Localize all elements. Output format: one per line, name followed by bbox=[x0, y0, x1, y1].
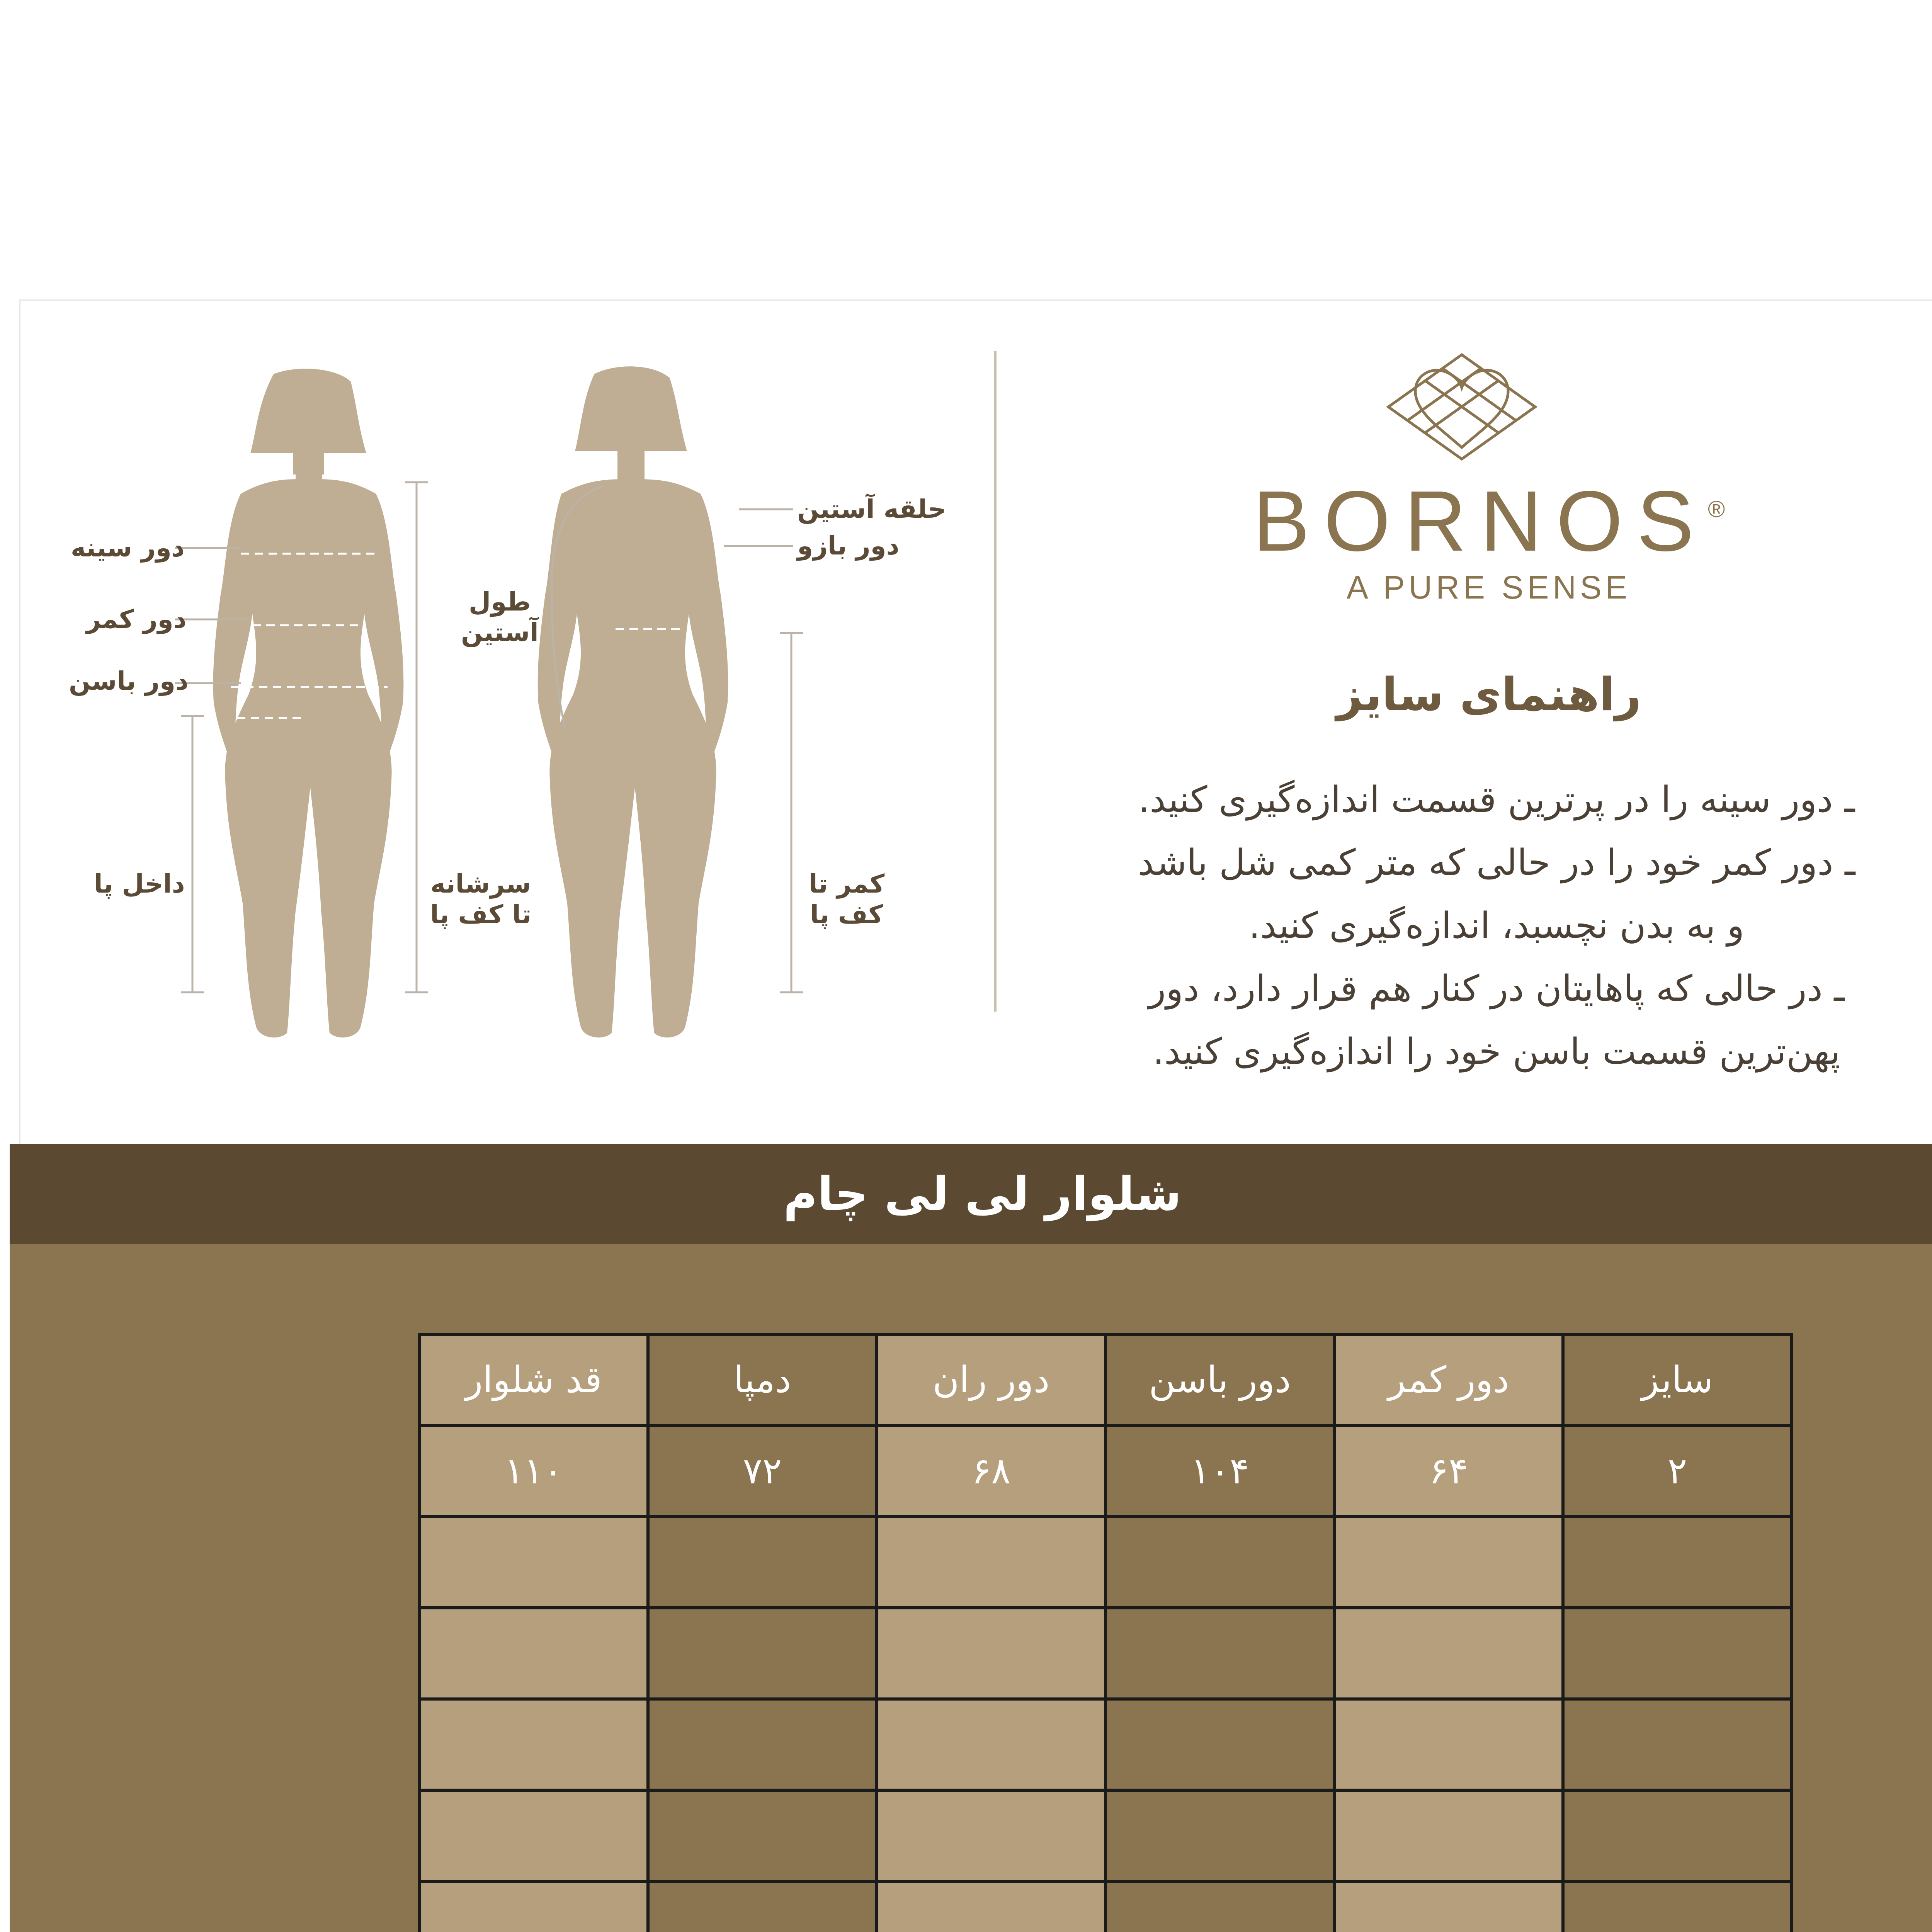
table-cell: ۲ bbox=[1563, 1425, 1792, 1517]
table-cell bbox=[419, 1790, 648, 1881]
label-waist-to-floor-line1: کمر تا bbox=[809, 869, 885, 899]
table-row bbox=[419, 1608, 1792, 1699]
table-cell bbox=[1105, 1790, 1334, 1881]
table-row bbox=[419, 1517, 1792, 1608]
label-hip: دور باسن bbox=[69, 666, 189, 696]
table-row bbox=[419, 1699, 1792, 1790]
table-cell: ۶۴ bbox=[1334, 1425, 1563, 1517]
instruction-line: ـ دور کمر خود را در حالی که متر کمی شل باشد bbox=[1138, 842, 1855, 883]
label-waist: دور کمر bbox=[86, 604, 187, 634]
table-cell bbox=[1105, 1699, 1334, 1790]
size-guide-card bbox=[19, 299, 1932, 1144]
instruction-line: پهن‌ترین قسمت باسن خود را اندازه‌گیری کنید. bbox=[1153, 1031, 1840, 1072]
table-row bbox=[419, 1790, 1792, 1881]
table-cell bbox=[877, 1608, 1105, 1699]
table-cell bbox=[1334, 1517, 1563, 1608]
label-waist-to-floor bbox=[809, 869, 884, 930]
instruction-line: و به بدن نچسبد، اندازه‌گیری کنید. bbox=[1248, 905, 1745, 946]
table-cell bbox=[1563, 1608, 1792, 1699]
table-cell bbox=[1563, 1517, 1792, 1608]
table-cell bbox=[1105, 1517, 1334, 1608]
brand-block bbox=[1025, 301, 1932, 1145]
label-shoulder-to-floor-line1: سرشانه bbox=[430, 869, 531, 899]
table-cell bbox=[1563, 1881, 1792, 1932]
body-silhouettes-illustration bbox=[20, 301, 1025, 1145]
table-cell bbox=[1334, 1790, 1563, 1881]
table-header-cell: دور باسن bbox=[1105, 1334, 1334, 1425]
label-sleeve-length-line2: آستین bbox=[461, 617, 539, 648]
registered-mark: ® bbox=[1708, 496, 1725, 522]
table-cell bbox=[1334, 1699, 1563, 1790]
table-row bbox=[419, 1881, 1792, 1932]
table-cell bbox=[648, 1517, 877, 1608]
vertical-divider bbox=[994, 351, 997, 1012]
table-cell bbox=[419, 1517, 648, 1608]
table-cell bbox=[877, 1699, 1105, 1790]
instruction-line: ـ در حالی که پاهایتان در کنار هم قرار دارد، دور bbox=[1148, 968, 1845, 1009]
table-cell bbox=[648, 1790, 877, 1881]
table-cell: ۱۰۴ bbox=[1105, 1425, 1334, 1517]
label-chest: دور سینه bbox=[71, 533, 185, 563]
table-cell bbox=[877, 1517, 1105, 1608]
label-inseam: داخل پا bbox=[94, 869, 185, 899]
brand-wordmark bbox=[1025, 473, 1932, 569]
table-cell bbox=[1334, 1608, 1563, 1699]
table-cell bbox=[877, 1790, 1105, 1881]
table-cell bbox=[1334, 1881, 1563, 1932]
label-sleeve-length-line1: طول bbox=[469, 587, 531, 617]
product-title: شلوار لی لی چام bbox=[783, 1167, 1182, 1221]
label-shoulder-to-floor bbox=[430, 869, 531, 930]
brand-name: BORNOS bbox=[1252, 473, 1708, 569]
table-cell: ۱۱۰ bbox=[419, 1425, 648, 1517]
table-cell bbox=[648, 1608, 877, 1699]
table-cell bbox=[648, 1699, 877, 1790]
brand-tagline: A PURE SENSE bbox=[1346, 569, 1631, 605]
size-table bbox=[418, 1333, 1793, 1932]
table-cell bbox=[1563, 1699, 1792, 1790]
table-header-row bbox=[419, 1334, 1792, 1425]
label-waist-to-floor-line2: کف پا bbox=[810, 900, 883, 930]
table-header-cell: دمپا bbox=[648, 1334, 877, 1425]
size-table-panel bbox=[10, 1244, 1932, 1932]
label-sleeve-length bbox=[461, 587, 539, 648]
label-upper-arm: دور بازو bbox=[797, 531, 900, 561]
table-cell bbox=[419, 1608, 648, 1699]
table-cell bbox=[1105, 1881, 1334, 1932]
table-row bbox=[419, 1425, 1792, 1517]
table-cell bbox=[877, 1881, 1105, 1932]
table-cell: ۷۲ bbox=[648, 1425, 877, 1517]
table-cell bbox=[419, 1881, 648, 1932]
size-guide-title: راهنمای سایز bbox=[1336, 668, 1641, 721]
table-cell bbox=[1105, 1608, 1334, 1699]
label-shoulder-to-floor-line2: تا کف پا bbox=[430, 900, 532, 930]
instruction-line: ـ دور سینه را در پرترین قسمت اندازه‌گیری کنید. bbox=[1138, 779, 1855, 820]
brand-logo-icon bbox=[1384, 351, 1539, 463]
body-measurement-figures bbox=[20, 301, 1025, 1145]
table-cell: ۶۸ bbox=[877, 1425, 1105, 1517]
table-cell bbox=[419, 1699, 648, 1790]
table-cell bbox=[1563, 1790, 1792, 1881]
label-armhole: حلقه آستین bbox=[797, 494, 946, 524]
table-header-cell: قد شلوار bbox=[419, 1334, 648, 1425]
table-header-cell: سایز bbox=[1563, 1334, 1792, 1425]
table-header-cell: دور کمر bbox=[1334, 1334, 1563, 1425]
measurement-instructions bbox=[1064, 768, 1929, 1083]
product-title-bar bbox=[10, 1144, 1932, 1244]
table-cell bbox=[648, 1881, 877, 1932]
table-header-cell: دور ران bbox=[877, 1334, 1105, 1425]
